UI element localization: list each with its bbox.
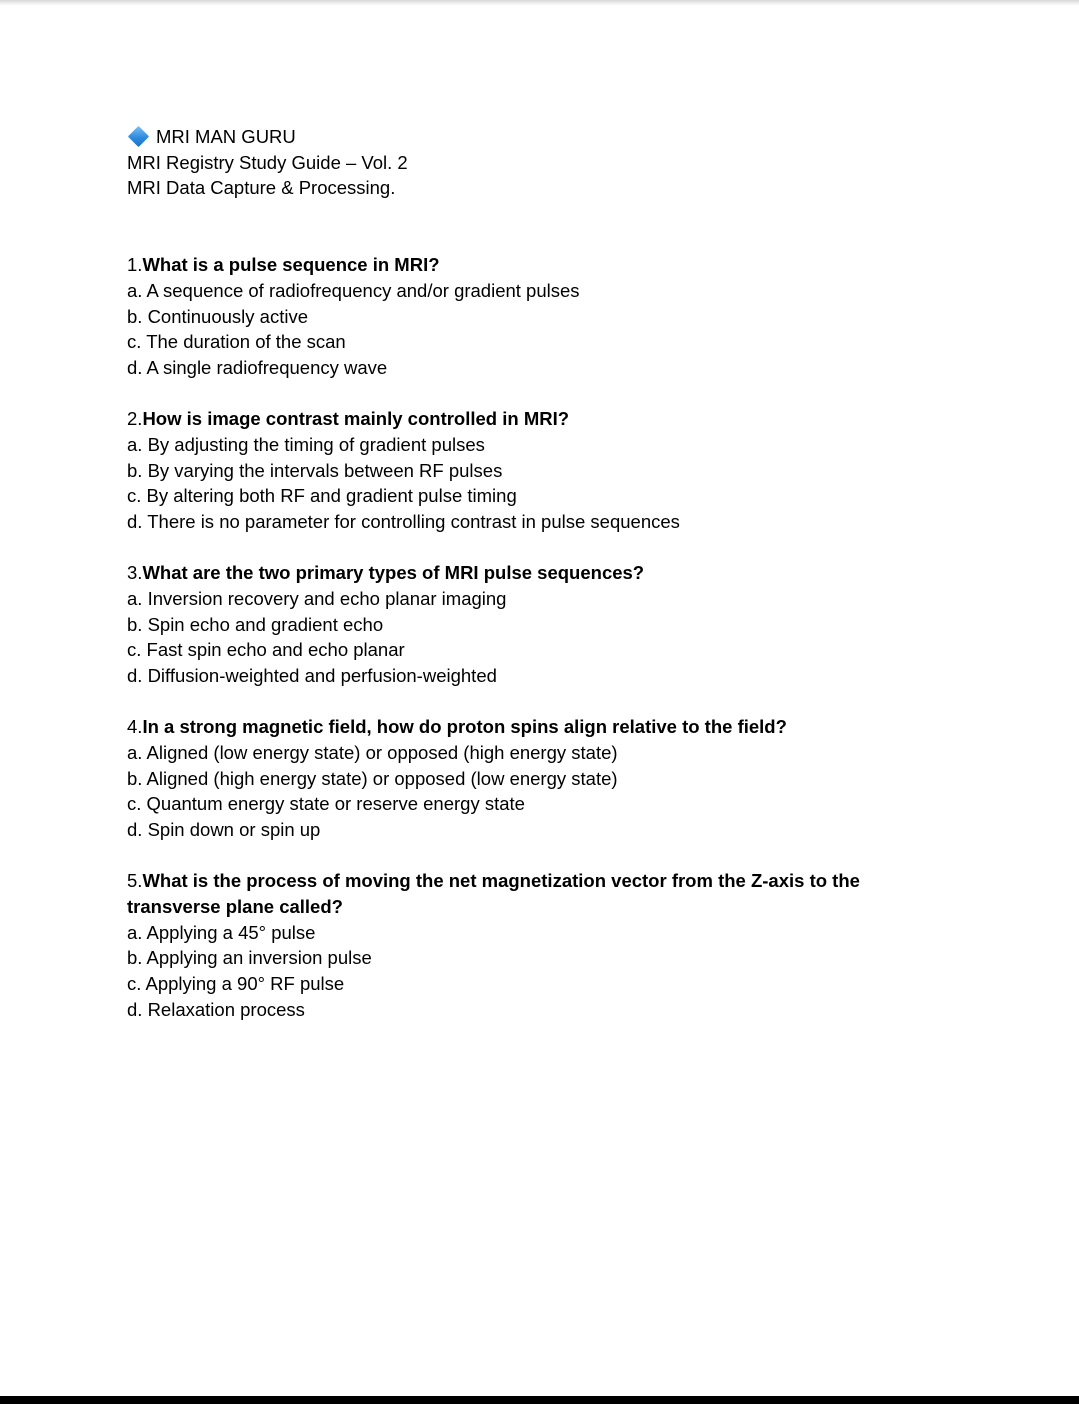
- header-spacer: [127, 201, 927, 252]
- page-bottom-edge: [0, 1396, 1079, 1404]
- answer-option: c. By altering both RF and gradient pulse timing: [127, 485, 517, 507]
- question-1: [127, 252, 927, 381]
- question-3: [127, 560, 927, 689]
- question-number: 3.: [127, 562, 143, 584]
- question-text: In a strong magnetic field, how do proton spins align relative to the field?: [142, 716, 787, 738]
- answer-option: d. Diffusion-weighted and perfusion-weighted: [127, 664, 497, 686]
- question-heading: [127, 868, 927, 919]
- answer-option: b. Aligned (high energy state) or opposed (low energy state): [127, 767, 618, 789]
- guide-subtitle: MRI Data Capture & Processing.: [127, 177, 396, 199]
- brand-name: MRI MAN GURU: [156, 126, 296, 147]
- question-heading: [127, 560, 927, 586]
- document-page: [127, 124, 927, 1048]
- answer-option: a. Applying a 45° pulse: [127, 921, 316, 943]
- diamond-icon: [128, 126, 149, 147]
- question-heading: [127, 714, 927, 740]
- brand-line: [127, 124, 927, 150]
- answer-option: b. Continuously active: [127, 305, 308, 327]
- answer-option: d. Relaxation process: [127, 998, 305, 1020]
- answer-option: c. Applying a 90° RF pulse: [127, 972, 345, 994]
- answer-option: a. Inversion recovery and echo planar imaging: [127, 587, 507, 609]
- question-text: What are the two primary types of MRI pulse sequences?: [142, 562, 645, 584]
- answer-option: a. By adjusting the timing of gradient pulses: [127, 433, 485, 455]
- answer-option: b. By varying the intervals between RF pulses: [127, 459, 503, 481]
- answer-option: b. Spin echo and gradient echo: [127, 613, 384, 635]
- question-number: 5.: [127, 870, 143, 892]
- answer-option: d. There is no parameter for controlling contrast in pulse sequences: [127, 510, 680, 532]
- answer-option: b. Applying an inversion pulse: [127, 947, 372, 969]
- page-top-shadow: [0, 0, 1079, 6]
- question-2: [127, 406, 927, 535]
- answer-option: c. The duration of the scan: [127, 331, 346, 353]
- question-text: What is a pulse sequence in MRI?: [142, 254, 440, 276]
- answer-option: a. A sequence of radiofrequency and/or gradient pulses: [127, 279, 580, 301]
- question-text: What is the process of moving the net magnetization vector from the Z-axis to the transverse plane called?: [127, 870, 860, 917]
- answer-option: d. A single radiofrequency wave: [127, 356, 388, 378]
- question-5: [127, 868, 927, 1022]
- question-text: How is image contrast mainly controlled in MRI?: [142, 408, 570, 430]
- guide-title: MRI Registry Study Guide – Vol. 2: [127, 151, 408, 173]
- question-number: 1.: [127, 254, 143, 276]
- question-heading: [127, 406, 927, 432]
- question-number: 2.: [127, 408, 143, 430]
- question-heading: [127, 252, 927, 278]
- answer-option: c. Quantum energy state or reserve energy state: [127, 793, 525, 815]
- question-4: [127, 714, 927, 843]
- answer-option: a. Aligned (low energy state) or opposed (high energy state): [127, 741, 618, 763]
- answer-option: c. Fast spin echo and echo planar: [127, 639, 405, 661]
- answer-option: d. Spin down or spin up: [127, 818, 321, 840]
- question-number: 4.: [127, 716, 143, 738]
